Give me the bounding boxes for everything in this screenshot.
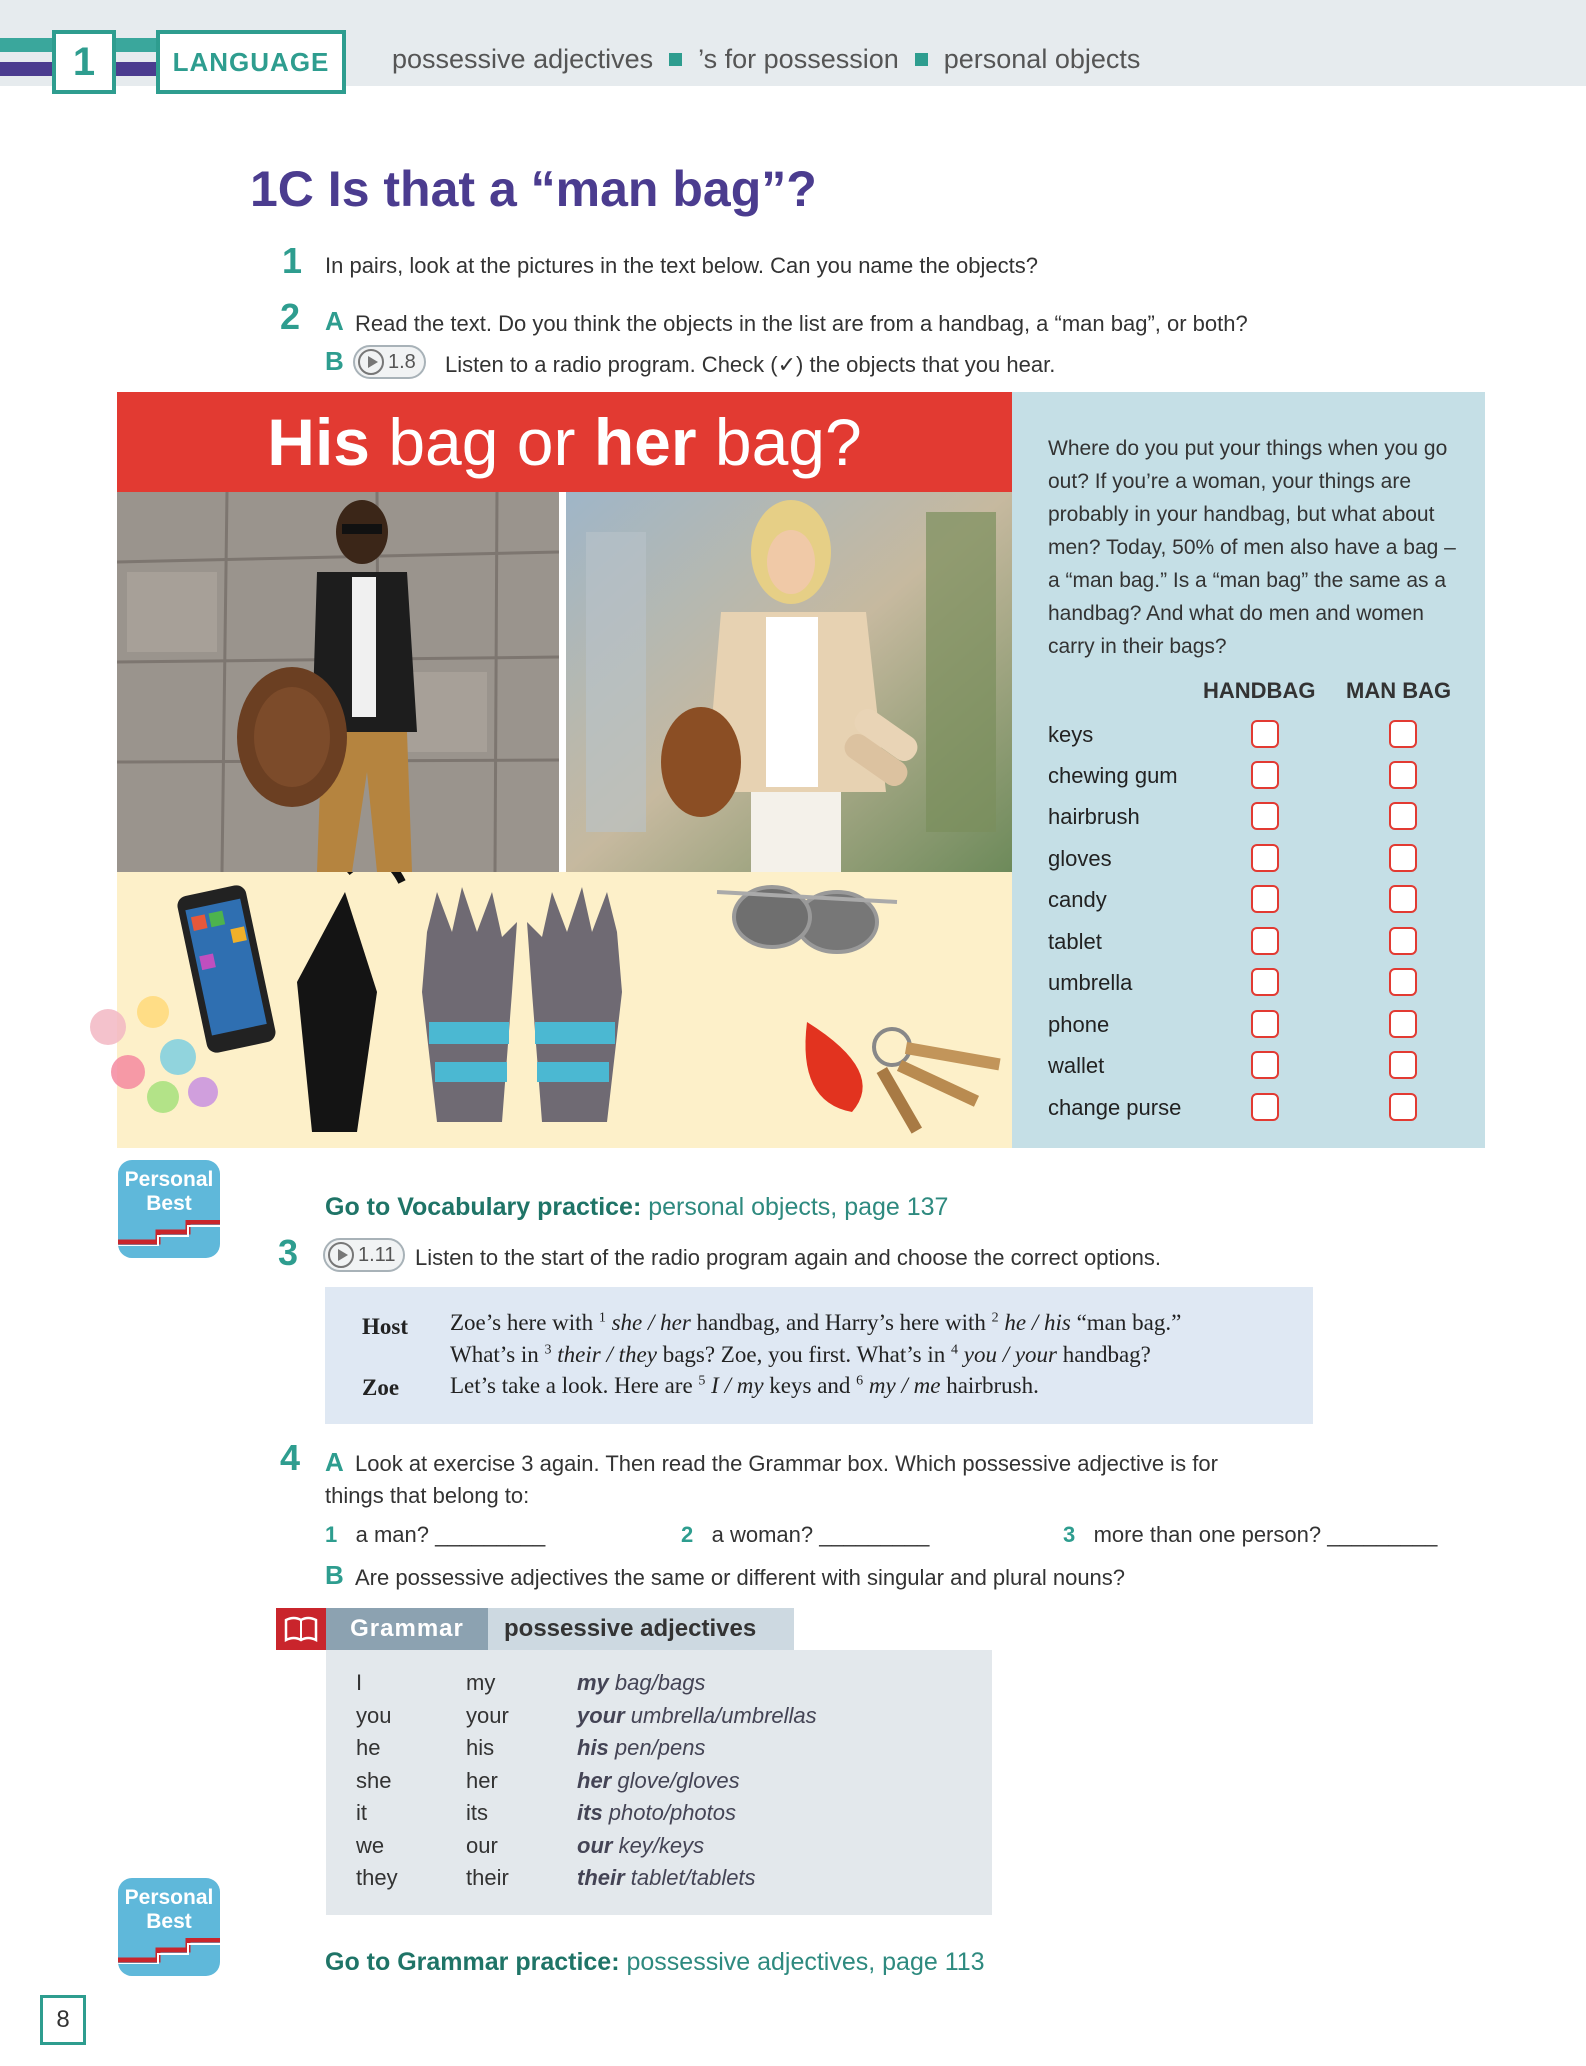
article-sidebar <box>1012 392 1485 1148</box>
audio-track-button[interactable] <box>323 1238 405 1272</box>
article-text: Where do you put your things when you go out? If you’re a woman, your things are probably in your handbag, but what about men? Today, 50% of men also have a bag – a “man bag.” Is a “man bag” the same as a handbag? And what do men and women carry in their bags? <box>1048 437 1456 658</box>
page-number: 8 <box>40 1995 86 2045</box>
book-icon <box>276 1608 326 1650</box>
play-icon <box>328 1242 354 1268</box>
personal-best-line: Best <box>146 1192 192 1215</box>
article-title-part: bag? <box>696 405 862 479</box>
exercise-number: 2 <box>280 296 301 337</box>
option-choice[interactable]: I / my <box>711 1373 764 1398</box>
speaker-label: Host <box>362 1314 408 1339</box>
manbag-checkbox[interactable] <box>1389 968 1417 996</box>
exercise-2b-text: Listen to a radio program. Check (✓) the objects that you hear. <box>445 352 1056 377</box>
manbag-checkbox[interactable] <box>1389 844 1417 872</box>
manbag-checkbox[interactable] <box>1389 802 1417 830</box>
handbag-checkbox[interactable] <box>1251 1010 1279 1038</box>
answer-item[interactable]: 2 a woman? _________ <box>681 1522 930 1547</box>
handbag-checkbox[interactable] <box>1251 844 1279 872</box>
lesson-title: 1C Is that a “man bag”? <box>250 161 817 217</box>
manbag-checkbox[interactable] <box>1389 1051 1417 1079</box>
woman-with-handbag-photo <box>566 492 1012 872</box>
personal-best-line: Personal <box>124 1168 214 1191</box>
object-label: chewing gum <box>1048 763 1178 788</box>
unit-number: 1 <box>52 30 116 94</box>
section-label: LANGUAGE <box>156 30 346 94</box>
exercise-letter: A <box>325 306 344 336</box>
object-label: phone <box>1048 1012 1110 1037</box>
handbag-checkbox[interactable] <box>1251 761 1279 789</box>
article-title <box>117 392 1012 492</box>
option-choice[interactable]: she / her <box>611 1310 691 1335</box>
header-topics <box>392 44 1140 75</box>
topic-item: possessive adjectives <box>392 44 654 74</box>
personal-best-line: Personal <box>124 1886 214 1909</box>
exercise-number: 4 <box>280 1437 301 1478</box>
candy-image <box>68 982 238 1132</box>
link-text: possessive adjectives, page 113 <box>619 1948 985 1976</box>
answer-item[interactable]: 3 more than one person? _________ <box>1063 1522 1438 1547</box>
object-row <box>1048 1089 1468 1130</box>
topic-item: personal objects <box>943 44 1141 74</box>
handbag-checkbox[interactable] <box>1251 1051 1279 1079</box>
square-bullet-icon <box>669 53 682 66</box>
handbag-checkbox[interactable] <box>1251 968 1279 996</box>
object-label: candy <box>1048 887 1107 912</box>
dialogue-box <box>325 1287 1313 1424</box>
dialogue-line: What’s in $^3$ their / they bags? Zoe, you first. What’s in $^4$ you / your handbag? <box>450 1342 1151 1367</box>
personal-best-badge <box>118 1878 220 1976</box>
object-row <box>1048 716 1468 757</box>
grammar-practice-link[interactable] <box>325 1948 985 1977</box>
exercise-4b-text: Are possessive adjectives the same or different with singular and plural nouns? <box>355 1565 1126 1590</box>
object-row <box>1048 840 1468 881</box>
exercise-2a-text: Read the text. Do you think the objects in the list are from a handbag, a “man bag”, or both? <box>355 311 1248 336</box>
grammar-row: they their their tablet/tablets <box>356 1865 756 1890</box>
exercise-4a-text: Look at exercise 3 again. Then read the Grammar box. Which possessive adjective is for <box>355 1451 1218 1476</box>
handbag-checkbox[interactable] <box>1251 1093 1279 1121</box>
play-icon <box>358 349 384 375</box>
man-with-bag-photo <box>117 492 559 872</box>
steps-icon <box>118 1938 220 1964</box>
object-label: hairbrush <box>1048 804 1140 829</box>
option-choice[interactable]: you / your <box>963 1342 1058 1367</box>
option-choice[interactable]: their / they <box>557 1342 657 1367</box>
handbag-checkbox[interactable] <box>1251 885 1279 913</box>
exercise-1-text: In pairs, look at the pictures in the text below. Can you name the objects? <box>325 253 1038 278</box>
topic-item: ’s for possession <box>698 44 899 74</box>
link-label: Go to Vocabulary practice: <box>325 1193 642 1221</box>
handbag-checkbox[interactable] <box>1251 720 1279 748</box>
object-row <box>1048 1006 1468 1047</box>
dialogue-line: Let’s take a look. Here are $^5$ I / my keys and $^6$ my / me hairbrush. <box>450 1373 1039 1398</box>
object-label: wallet <box>1048 1053 1105 1078</box>
handbag-checkbox[interactable] <box>1251 802 1279 830</box>
personal-best-line: Best <box>146 1910 192 1933</box>
article-title-bold: her <box>593 405 697 479</box>
object-row <box>1048 798 1468 839</box>
manbag-checkbox[interactable] <box>1389 761 1417 789</box>
object-row <box>1048 964 1468 1005</box>
dialogue-line: Zoe’s here with $^1$ she / her handbag, and Harry’s here with $^2$ he / his “man bag.” <box>450 1310 1182 1335</box>
object-label: gloves <box>1048 846 1112 871</box>
grammar-tab: Grammar <box>326 1608 488 1650</box>
grammar-topic: possessive adjectives <box>488 1608 794 1650</box>
option-choice[interactable]: my / me <box>868 1373 941 1398</box>
column-header-handbag: HANDBAG <box>1203 678 1316 703</box>
manbag-checkbox[interactable] <box>1389 1010 1417 1038</box>
audio-track-number: 1.8 <box>388 350 416 373</box>
steps-icon <box>118 1220 220 1246</box>
exercise-letter: A <box>325 1447 344 1477</box>
option-choice[interactable]: he / his <box>1004 1310 1071 1335</box>
grammar-row: I my my bag/bags <box>356 1670 706 1695</box>
speaker-label: Zoe <box>362 1375 400 1400</box>
exercise-4a-text: things that belong to: <box>325 1483 530 1508</box>
manbag-checkbox[interactable] <box>1389 927 1417 955</box>
grammar-row: she her her glove/gloves <box>356 1768 740 1793</box>
grammar-row: you your your umbrella/umbrellas <box>356 1703 817 1728</box>
object-label: keys <box>1048 722 1094 747</box>
manbag-checkbox[interactable] <box>1389 720 1417 748</box>
personal-best-badge <box>118 1160 220 1258</box>
object-row <box>1048 757 1468 798</box>
link-label: Go to Grammar practice: <box>325 1948 620 1976</box>
exercise-letter: B <box>325 1560 344 1590</box>
answer-item[interactable]: 1 a man? _________ <box>325 1522 546 1547</box>
handbag-checkbox[interactable] <box>1251 927 1279 955</box>
object-label: change purse <box>1048 1095 1182 1120</box>
object-row <box>1048 923 1468 964</box>
audio-track-button[interactable] <box>353 345 426 379</box>
exercise-3-text: Listen to the start of the radio program again and choose the correct options. <box>415 1245 1162 1270</box>
square-bullet-icon <box>915 53 928 66</box>
link-text: personal objects, page 137 <box>641 1193 949 1221</box>
object-row <box>1048 881 1468 922</box>
objects-photo <box>117 872 1012 1148</box>
exercise-number: 1 <box>282 240 303 281</box>
object-label: umbrella <box>1048 970 1133 995</box>
vocabulary-practice-link[interactable] <box>325 1193 948 1222</box>
exercise-number: 3 <box>278 1232 299 1273</box>
grammar-table <box>326 1650 992 1915</box>
manbag-checkbox[interactable] <box>1389 1093 1417 1121</box>
exercise-letter: B <box>325 346 344 376</box>
article-title-part: bag or <box>370 405 594 479</box>
manbag-checkbox[interactable] <box>1389 885 1417 913</box>
grammar-row: we our our key/keys <box>356 1833 705 1858</box>
audio-track-number: 1.11 <box>358 1243 396 1266</box>
article-title-bold: His <box>267 405 370 479</box>
grammar-row: it its its photo/photos <box>356 1800 737 1825</box>
object-label: tablet <box>1048 929 1102 954</box>
grammar-row: he his his pen/pens <box>356 1735 706 1760</box>
column-header-manbag: MAN BAG <box>1346 678 1452 703</box>
object-row <box>1048 1047 1468 1088</box>
